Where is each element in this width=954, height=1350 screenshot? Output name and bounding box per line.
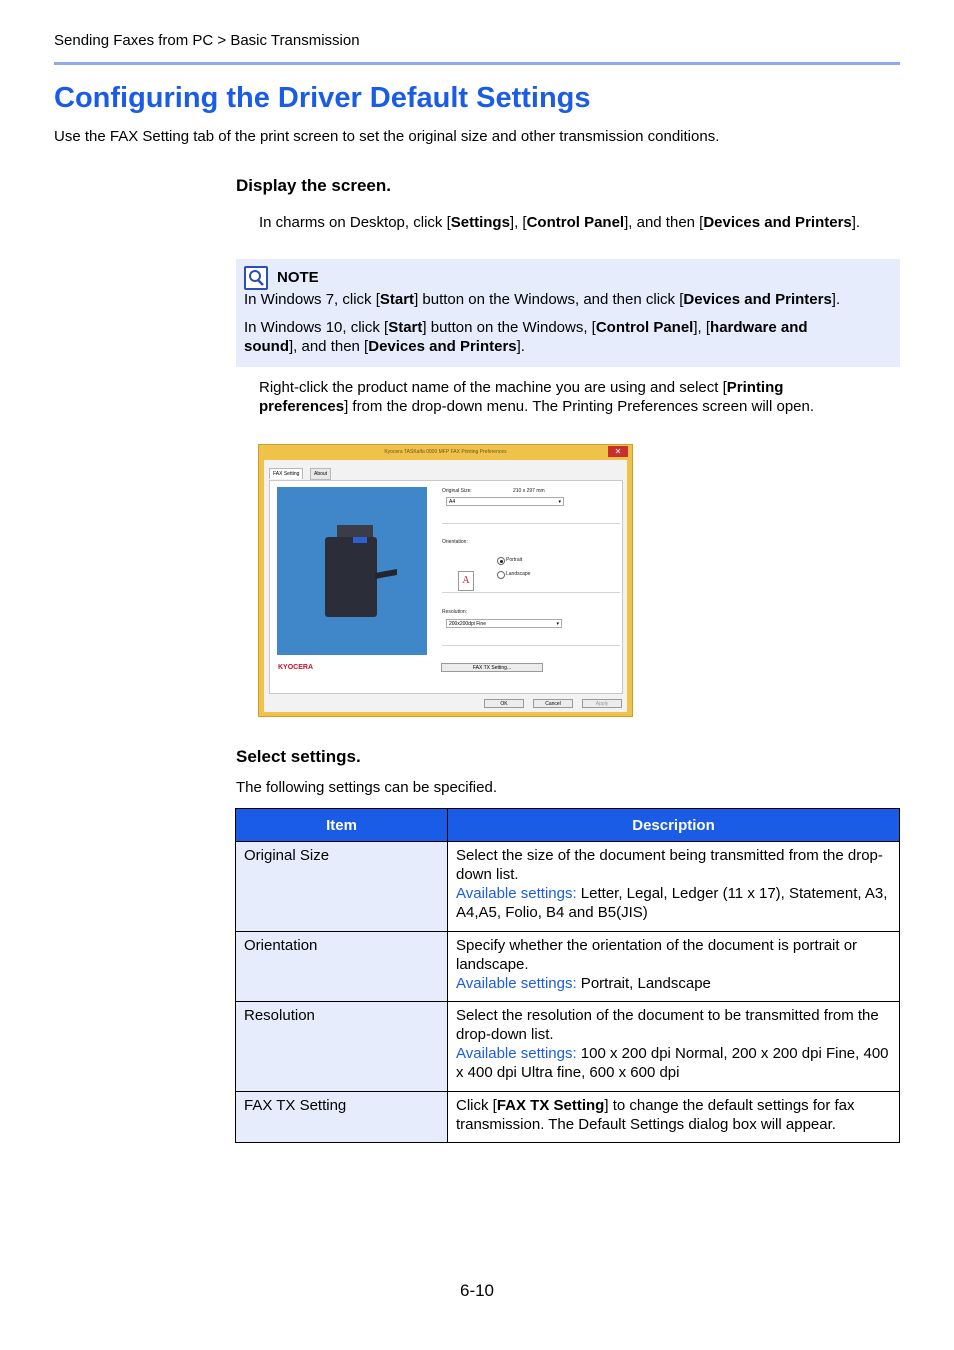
orientation-label: Orientation:	[442, 539, 468, 545]
printer-body	[325, 537, 377, 617]
fax-tx-setting-button[interactable]: FAX TX Setting...	[441, 663, 543, 672]
portrait-label: Portrait	[506, 557, 523, 563]
settings-table	[235, 808, 900, 1143]
landscape-label: Landscape	[506, 571, 531, 577]
fax-setting-panel	[269, 480, 623, 694]
original-size-select[interactable]: A4 ▾	[446, 497, 564, 506]
original-size-label: Original Size:	[442, 488, 472, 494]
item-cell: FAX TX Setting	[236, 1092, 448, 1143]
resolution-label: Resolution:	[442, 609, 468, 615]
separator	[442, 592, 620, 593]
table-row	[236, 1092, 900, 1143]
col-header-item: Item	[236, 809, 448, 842]
resolution-select[interactable]: 200x200dpi Fine ▾	[446, 619, 562, 628]
header-rule	[54, 62, 900, 65]
separator	[442, 645, 620, 646]
table-header-row	[236, 809, 900, 842]
dialog-title: Kyocera TASKalfa 0000 MFP FAX Printing Preferences	[384, 449, 507, 455]
step-heading-display: Display the screen.	[236, 176, 391, 195]
original-size-dims: 210 x 297 mm	[513, 488, 545, 494]
step-heading-select: Select settings.	[236, 747, 361, 766]
item-cell: Orientation	[236, 932, 448, 1002]
chevron-down-icon: ▾	[558, 499, 561, 505]
close-icon[interactable]: ✕	[608, 446, 628, 457]
printer-preview	[277, 487, 427, 655]
step-text-charms: In charms on Desktop, click [Settings], [Control Panel], and then [Devices and Printers].	[259, 214, 861, 231]
page-title: Configuring the Driver Default Settings	[54, 82, 591, 114]
note-windows7: In Windows 7, click [Start] button on the Windows, and then click [Devices and Printers].	[244, 291, 841, 308]
description-cell: Select the resolution of the document to be transmitted from the drop-down list. Available settings: 100 x 200 dpi Normal, 200 x 200 dpi Fine, 400 x 400 dpi Ultra fine, 600 x 600 dpi	[448, 1002, 900, 1092]
dialog-body	[264, 460, 627, 712]
chevron-down-icon: ▾	[556, 621, 559, 627]
tab-about[interactable]: About	[310, 468, 331, 480]
note-icon	[244, 266, 268, 290]
separator	[442, 523, 620, 524]
description-cell: Select the size of the document being transmitted from the drop-down list. Available settings: Letter, Legal, Ledger (11 x 17), Statement, A3, A4,A5, Folio, B4 and B5(JIS)	[448, 842, 900, 932]
kyocera-logo: KYOCERA	[278, 664, 314, 671]
orientation-preview-icon: A	[458, 571, 474, 591]
printer-tray	[375, 569, 397, 579]
intro-text: Use the FAX Setting tab of the print screen to set the original size and other transmission conditions.	[54, 128, 720, 145]
cancel-button[interactable]: Cancel	[533, 699, 573, 708]
tab-fax-setting[interactable]: FAX Setting	[269, 468, 303, 479]
printing-preferences-dialog	[258, 444, 633, 717]
apply-button[interactable]: Apply	[582, 699, 622, 708]
ok-button[interactable]: OK	[484, 699, 524, 708]
portrait-radio[interactable]	[497, 557, 505, 565]
description-cell: Specify whether the orientation of the document is portrait or landscape. Available settings: Portrait, Landscape	[448, 932, 900, 1002]
col-header-description: Description	[448, 809, 900, 842]
item-cell: Original Size	[236, 842, 448, 932]
note-label: NOTE	[277, 269, 319, 286]
step-text-right-click: Right-click the product name of the machine you are using and select [Printing preferences] from the drop-down menu. The Printing Preferences screen will open.	[259, 379, 815, 415]
table-row	[236, 1002, 900, 1092]
note-windows10: In Windows 10, click [Start] button on the Windows, [Control Panel], [hardware and sound], and then [Devices and Printers].	[244, 319, 808, 355]
landscape-radio[interactable]	[497, 571, 505, 579]
printer-panel	[353, 537, 367, 543]
breadcrumb: Sending Faxes from PC > Basic Transmission	[54, 32, 360, 49]
item-cell: Resolution	[236, 1002, 448, 1092]
step-subtext: The following settings can be specified.	[236, 779, 497, 796]
table-row	[236, 932, 900, 1002]
table-row	[236, 842, 900, 932]
page-number: 6-10	[459, 1281, 495, 1300]
description-cell: Click [FAX TX Setting] to change the default settings for fax transmission. The Default Settings dialog box will appear.	[448, 1092, 900, 1143]
